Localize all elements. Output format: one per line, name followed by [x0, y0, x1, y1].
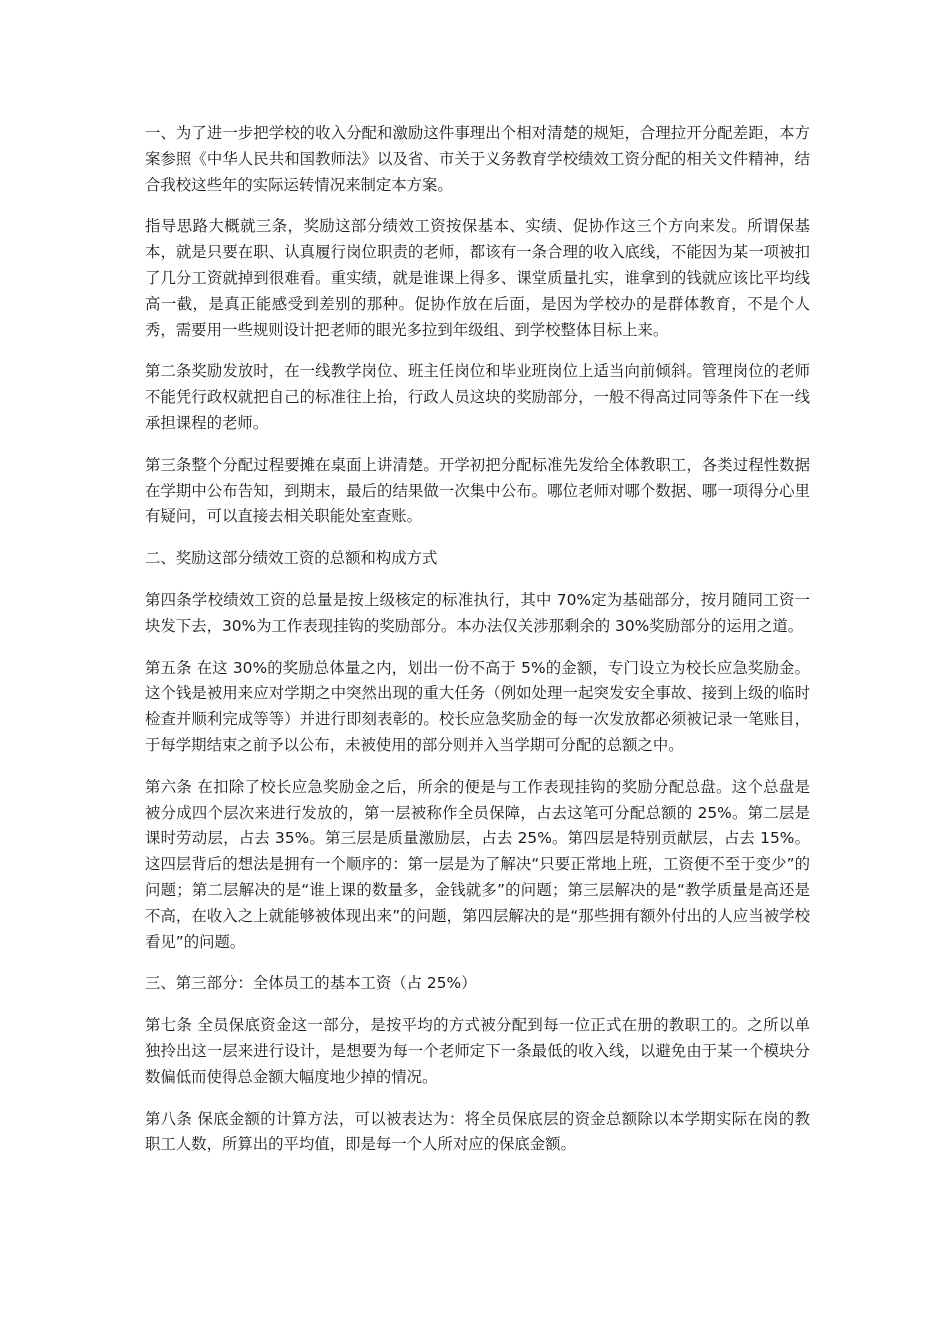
paragraph-article-two: 第二条奖励发放时，在一线教学岗位、班主任岗位和毕业班岗位上适当向前倾斜。管理岗位的老师不能凭行政权就把自己的标准往上抬，行政人员这块的奖励部分，一般不得高过同等条件下在一线承担课程的老师。 — [145, 362, 810, 432]
paragraph-guiding-principles: 指导思路大概就三条，奖励这部分绩效工资按保基本、实绩、促协作这三个方向来发。所谓保基本，就是只要在职、认真履行岗位职责的老师，都该有一条合理的收入底线，不能因为某一项被扣了几分工资就掉到很难看。重实绩，就是谁课上得多、课堂质量扎实，谁拿到的钱就应该比平均线高一截，是真正能感受到差别的那种。促协作放在后面，是因为学校办的是群体教育，不是个人秀，需要用一些规则设计把老师的眼光多拉到年级组、到学校整体目标上来。 — [145, 217, 810, 339]
paragraph-article-seven: 第七条 全员保底资金这一部分，是按平均的方式被分配到每一位正式在册的教职工的。之所以单独拎出这一层来进行设计，是想要为每一个老师定下一条最低的收入线，以避免由于某一个模块分数偏低而使得总金额大幅度地少掉的情况。 — [145, 1016, 810, 1086]
paragraph-section-one-intro: 一、为了进一步把学校的收入分配和激励这件事理出个相对清楚的规矩，合理拉开分配差距，本方案参照《中华人民共和国教师法》以及省、市关于义务教育学校绩效工资分配的相关文件精神，结合我校这些年的实际运转情况来制定本方案。 — [145, 124, 810, 194]
section-heading-two: 二、奖励这部分绩效工资的总额和构成方式 — [145, 549, 438, 568]
paragraph-article-five: 第五条 在这 30%的奖励总体量之内，划出一份不高于 5%的金额，专门设立为校长应急奖励金。这个钱是被用来应对学期之中突然出现的重大任务（例如处理一起突发安全事故、接到上级的临时检查并顺利完成等等）并进行即刻表彰的。校长应急奖励金的每一次发放都必须被记录一笔账目，于每学期结束之前予以公布，未被使用的部分则并入当学期可分配的总额之中。 — [145, 658, 810, 754]
paragraph-article-three: 第三条整个分配过程要摊在桌面上讲清楚。开学初把分配标准先发给全体教职工，各类过程性数据在学期中公布告知，到期末，最后的结果做一次集中公布。哪位老师对哪个数据、哪一项得分心里有疑问，可以直接去相关职能处室查账。 — [145, 455, 810, 526]
paragraph-article-four: 第四条学校绩效工资的总量是按上级核定的标准执行，其中 70%定为基础部分，按月随同工资一块发下去，30%为工作表现挂钩的奖励部分。本办法仅关涉那剩余的 30%奖励部分的运用之道。 — [145, 590, 810, 635]
paragraph-article-six: 第六条 在扣除了校长应急奖励金之后，所余的便是与工作表现挂钩的奖励分配总盘。这个总盘是被分成四个层次来进行发放的，第一层被称作全员保障，占去这笔可分配总额的 25%。第二层是课时劳动层，占去 35%。第三层是质量激励层，占去 25%。第四层是特别贡献层，占去 15%。这四层背后的想法是拥有一个顺序的：第一层是为了解决“只要正常地上班，工资便不至于变少”的问题；第二层解决的是“谁上课的数量多，金钱就多”的问题；第三层解决的是“教学质量是高还是不高，在收入之上就能够被体现出来”的问题，第四层解决的是“那些拥有额外付出的人应当被学校看见”的问题。 — [145, 777, 810, 951]
paragraph-article-eight: 第八条 保底金额的计算方法，可以被表达为：将全员保底层的资金总额除以本学期实际在岗的教职工人数，所算出的平均值，即是每一个人所对应的保底金额。 — [145, 1109, 810, 1154]
section-heading-three: 三、第三部分：全体员工的基本工资（占 25%） — [145, 974, 477, 993]
document-body — [145, 121, 810, 1174]
